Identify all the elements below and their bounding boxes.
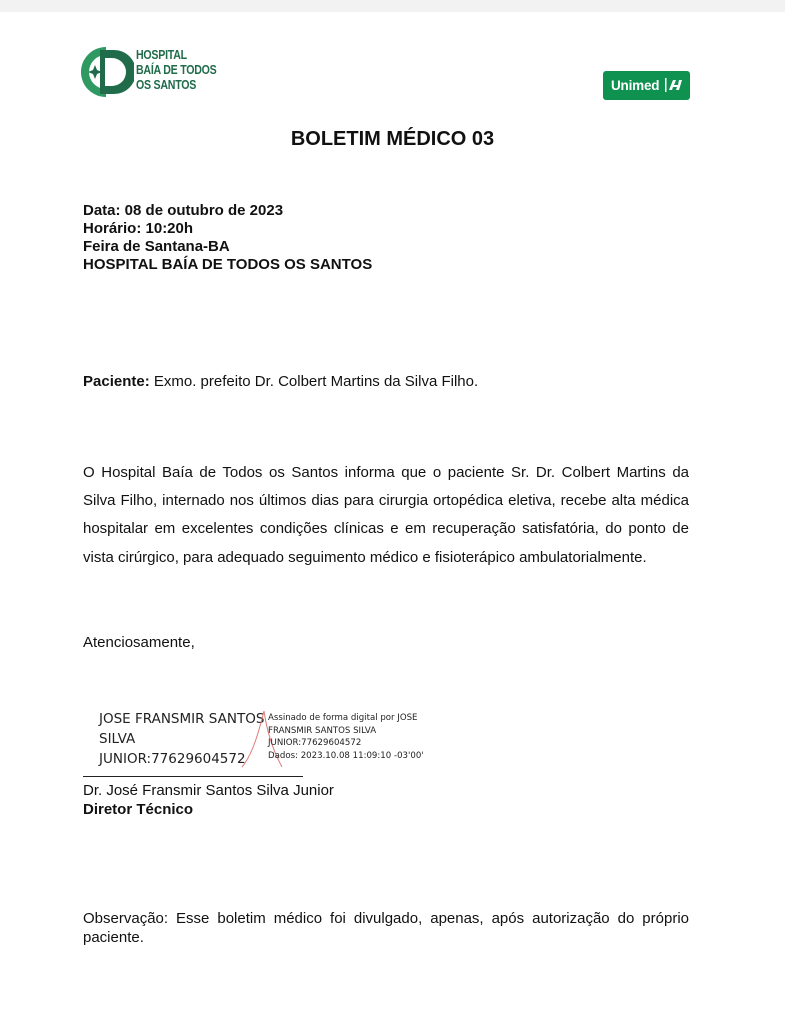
logo-text-line: OS SANTOS	[136, 78, 197, 92]
observation-note: Observação: Esse boletim médico foi divulgado, apenas, após autorização do próprio paciente.	[83, 910, 689, 946]
document-title: BOLETIM MÉDICO 03	[290, 128, 495, 150]
unimed-symbol-icon	[665, 78, 683, 92]
time-line: Horário: 10:20h	[83, 220, 194, 237]
document-header-info	[83, 202, 372, 274]
signature-name-line: SILVA	[99, 731, 136, 747]
signature-name-line: JUNIOR:77629604572	[99, 751, 246, 767]
body-paragraph: O Hospital Baía de Todos os Santos informa que o paciente Sr. Dr. Colbert Martins da Silva Filho, internado nos últimos dias para cirurgia ortopédica eletiva, recebe alta médica hospitalar em excelentes condições clínicas e em recuperação satisfatória, do ponto de vista cirúrgico, para adequado seguimento médico e fisioterápico ambulatorialmente.	[83, 464, 689, 566]
signature-line	[83, 776, 303, 777]
hospital-logo-icon	[78, 44, 134, 100]
unimed-logo-text: Unimed	[611, 78, 660, 93]
unimed-logo	[603, 71, 690, 100]
patient-value: Exmo. prefeito Dr. Colbert Martins da Silva Filho.	[153, 373, 479, 390]
top-bar	[0, 0, 785, 12]
signature-detail-line: Dados: 2023.10.08 11:09:10 -03'00'	[268, 750, 424, 761]
signer-role: Diretor Técnico	[83, 801, 194, 818]
signature-detail-line: FRANSMIR SANTOS SILVA	[268, 725, 377, 736]
signer-name: Dr. José Fransmir Santos Silva Junior	[83, 782, 334, 799]
signer-block	[83, 781, 334, 819]
signature-detail-line: Assinado de forma digital por JOSE	[268, 713, 418, 723]
hospital-logo	[78, 44, 228, 100]
signature-detail-line: JUNIOR:77629604572	[268, 738, 362, 748]
logo-text-line: BAÍA DE TODOS	[136, 63, 217, 77]
digital-signature-details	[268, 712, 443, 762]
signature-name-line: JOSE FRANSMIR SANTOS	[99, 711, 265, 727]
city-line: Feira de Santana-BA	[83, 238, 230, 255]
logo-text-line: HOSPITAL	[136, 48, 187, 62]
closing-text: Atenciosamente,	[83, 634, 195, 651]
date-line: Data: 08 de outubro de 2023	[83, 202, 284, 219]
patient-label: Paciente:	[83, 373, 150, 390]
patient-line	[83, 373, 478, 390]
hospital-line: HOSPITAL BAÍA DE TODOS OS SANTOS	[83, 256, 373, 273]
